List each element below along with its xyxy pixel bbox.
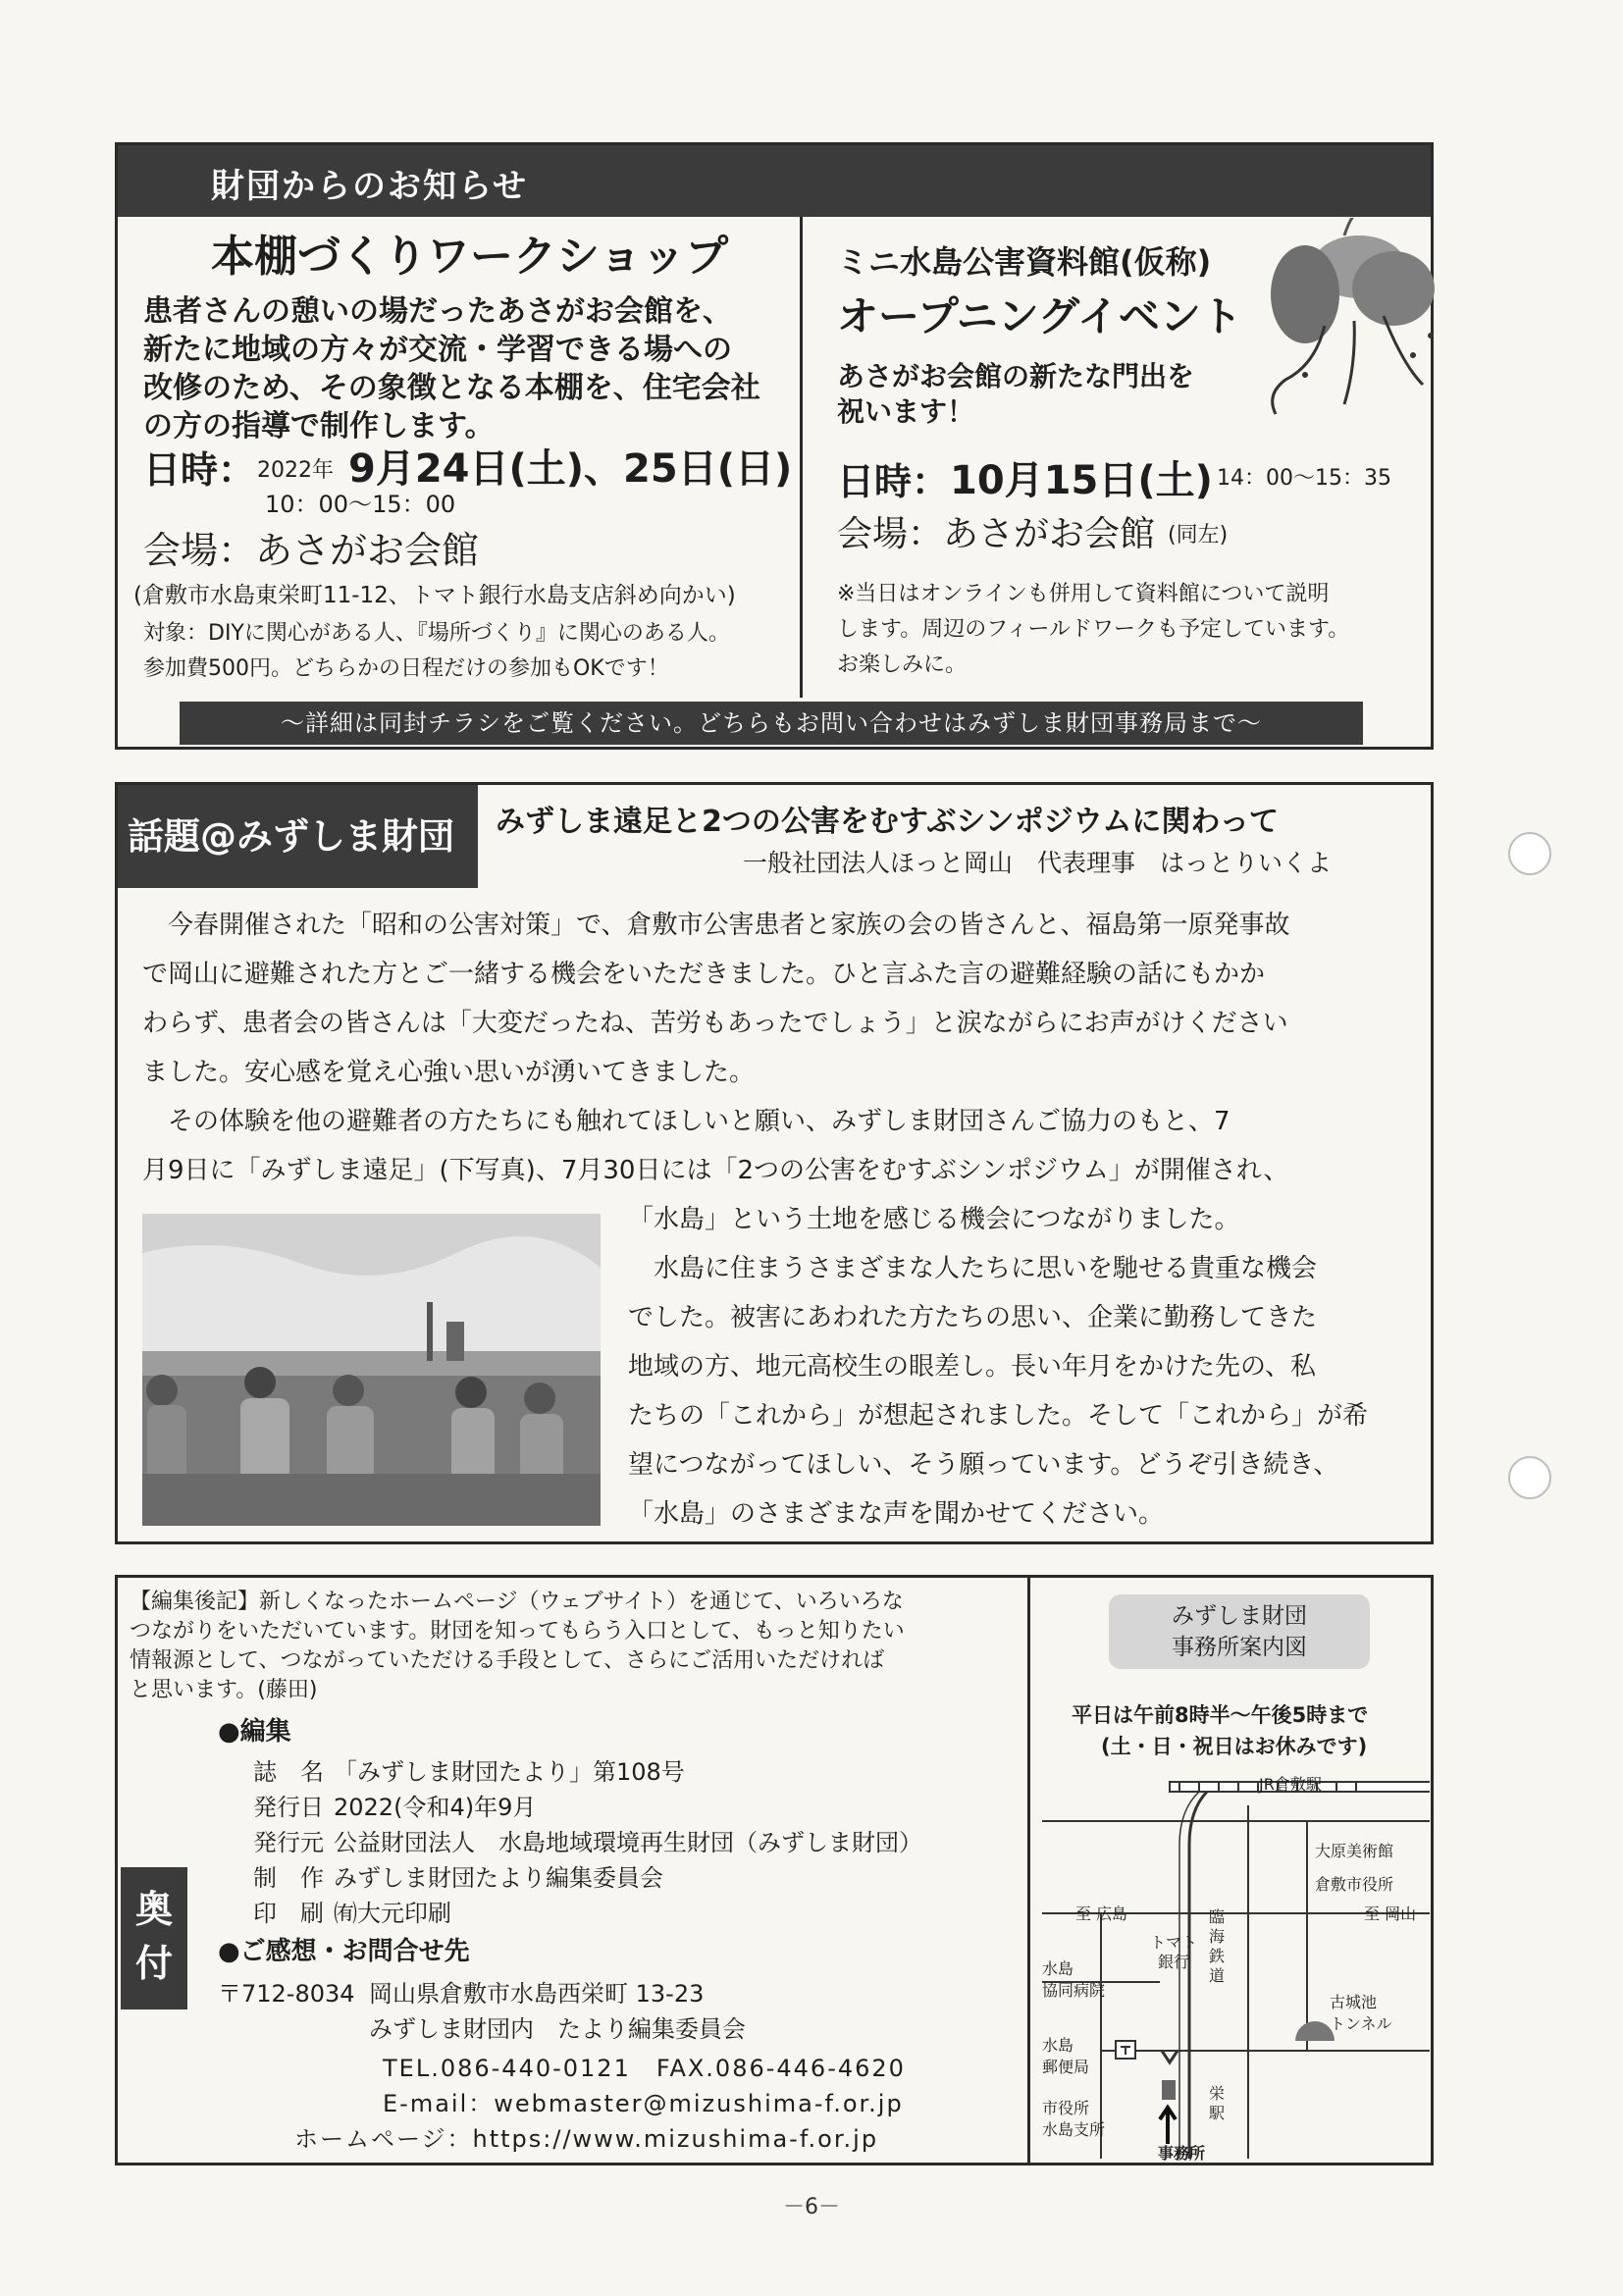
punch-hole-bottom [1508,1456,1551,1499]
map-cityhall: 倉敷市役所 [1315,1875,1394,1894]
event-venue: 会場：あさがお会館 [837,514,1156,554]
workshop-target: 対象：DIYに関心がある人、『場所づくり』に関心のある人。 [143,621,730,646]
workshop-fee: 参加費500円。どちらかの日程だけの参加もOKです！ [143,656,669,681]
notice-divider [800,217,803,698]
workshop-desc-2: 新たに地域の方々が交流・学習できる場への [143,333,732,367]
contact-heading: ●ご感想・お問合せ先 [218,1937,470,1966]
event-date: 10月15日(土) [950,458,1213,503]
map-station: JR倉敷駅 [1259,1775,1322,1794]
workshop-desc-4: の方の指導で制作します。 [143,409,495,444]
edit-value-2: 2022(令和4)年9月 [334,1794,537,1821]
topic-right-1: 「水島」という土地を感じる機会につながりました。 [628,1205,1240,1234]
workshop-title: 本棚づくりワークショップ [211,232,729,282]
contact-web: ホームページ：https://www.mizushima-f.or.jp [294,2125,879,2153]
map-office-label: 事務所 [1158,2144,1206,2163]
edit-value-5: ㈲大元印刷 [334,1900,451,1927]
topic-right-5: たちの「これから」が想起されました。そして「これから」が希 [628,1401,1369,1431]
event-note-2: します。周辺のフィールドワークも予定しています。 [837,617,1350,642]
workshop-venue: 会場：あさがお会館 [143,529,480,572]
colophon-divider [1027,1578,1030,2163]
map-hiroshima: 至 広島 [1075,1905,1128,1923]
map-tunnel: 古城池 トンネル [1330,1993,1392,2033]
office-hours: 平日は午前8時半～午後5時まで [1072,1703,1369,1727]
contact-address-2: みずしま財団内 たより編集委員会 [369,2015,746,2043]
afterword-3: 情報源として、つながっていただける手段として、さらにご活用いただければ [130,1648,885,1673]
afterword-1: 【編集後記】新しくなったホームページ（ウェブサイト）を通じて、いろいろな [130,1590,904,1614]
contact-postal: 〒712-8034 [218,1980,355,2008]
workshop-desc-3: 改修のため、その象徴となる本棚を、住宅会社 [143,371,760,405]
topic-line-1: 今春開催された「昭和の公害対策」で、倉敷市公害患者と家族の会の皆さんと、福島第一原発事故 [142,911,1290,940]
topic-title: みずしま遠足と2つの公害をむすぶシンポジウムに関わって [496,805,1280,839]
edit-label-2: 発行日 [253,1794,324,1821]
punch-hole-top [1508,832,1551,875]
map-branch: 市役所 水島支所 [1042,2099,1106,2139]
event-note-3: お楽しみに。 [837,652,968,677]
event-note-1: ※当日はオンラインも併用して資料館について説明 [837,582,1330,606]
map-hospital: 水島 協同病院 [1042,1959,1106,2000]
edit-label-5: 印 刷 [253,1900,324,1927]
edit-heading: ●編集 [218,1717,291,1747]
topic-line-5: その体験を他の避難者の方たちにも触れてほしいと願い、みずしま財団さんご協力のもと、7 [142,1107,1230,1136]
topic-right-4: 地域の方、地元高校生の眼差し。長い年月をかけた先の、私 [628,1352,1316,1382]
map-sakae: 栄 駅 [1209,2084,1226,2122]
topic-line-3: わらず、患者会の皆さんは「大変だったね、苦労もあったでしょう」と涙ながらにお声がけください [142,1009,1288,1038]
edit-label-1: 誌 名 [253,1758,324,1786]
notice-footer: ～詳細は同封チラシをご覧ください。どちらもお問い合わせはみずしま財団事務局まで～ [180,702,1363,745]
event-title-1: ミニ水島公害資料館(仮称) [837,243,1212,281]
workshop-desc-1: 患者さんの憩いの場だったあさがお会館を、 [143,294,732,329]
edit-label-3: 発行元 [253,1829,324,1856]
event-title-2: オープニングイベント [837,292,1242,340]
workshop-date: 9月24日(土)、25日(日) [348,446,793,492]
event-date-label: 日時： [837,460,950,503]
event-desc-1: あさがお会館の新たな門出を [837,360,1195,392]
event-venue-note: (同左) [1168,523,1229,548]
edit-value-3: 公益財団法人 水島地域環境再生財団（みずしま財団） [334,1829,922,1856]
workshop-date-year: 2022年 [257,458,334,483]
morning-glory-illustration [1266,218,1442,424]
page-number: －6－ [783,2195,840,2219]
edit-value-1: 「みずしま財団たより」第108号 [334,1758,685,1786]
contact-address-1: 岡山県倉敷市水島西栄町 13-23 [369,1980,705,2008]
topic-right-7: 「水島」のさまざまな声を聞かせてください。 [628,1499,1165,1529]
topic-line-6: 月9日に「みずしま遠足」(下写真)、7月30日には「2つの公害をむすぶシンポジウム」が開催され、 [142,1156,1289,1185]
contact-tel-fax: TEL.086-440-0121 FAX.086-446-4620 [383,2055,906,2082]
office-holidays: (土・日・祝日はお休みです) [1101,1735,1368,1758]
contact-email: E-mail：webmaster@mizushima-f.or.jp [383,2090,904,2117]
map-ohara: 大原美術館 [1315,1842,1394,1860]
map-post-office: 水島 郵便局 [1042,2036,1090,2076]
topic-right-2: 水島に住まうさまざまな人たちに思いを馳せる貴重な機会 [628,1254,1318,1283]
workshop-address: (倉敷市水島東栄町11-12、トマト銀行水島支店斜め向かい) [133,583,736,608]
okuzuke-tag: 奥 付 [121,1867,187,2009]
topic-tag: 話題@みずしま財団 [118,785,478,888]
edit-value-4: みずしま財団たより編集委員会 [334,1864,663,1892]
map-bank: トマト 銀行 [1150,1933,1198,1971]
topic-right-3: でした。被害にあわれた方たちの思い、企業に勤務してきた [628,1303,1318,1332]
workshop-time: 10：00～15：00 [265,491,456,518]
topic-line-2: で岡山に避難された方とご一緒する機会をいただきました。ひと言ふた言の避難経験の話にもかか [142,960,1266,989]
workshop-date-label: 日時： [143,448,256,492]
map-okayama: 至 岡山 [1364,1905,1417,1923]
afterword-4: と思います。(藤田) [130,1678,318,1702]
event-time: 14：00～15：35 [1217,466,1391,491]
map-title: みずしま財団 事務所案内図 [1109,1594,1370,1669]
excursion-photo [142,1214,601,1526]
map-rail: 臨 海 鉄 道 [1209,1907,1226,1985]
edit-label-4: 制 作 [253,1864,324,1892]
afterword-2: つながりをいただいています。財団を知ってもらう入口として、もっと知りたい [130,1619,905,1644]
notice-header: 財団からのお知らせ [118,145,1431,217]
topic-line-4: ました。安心感を覚え心強い思いが湧いてきました。 [142,1058,756,1087]
event-desc-2: 祝います！ [837,395,975,428]
topic-author: 一般社団法人ほっと岡山 代表理事 はっとりいくよ [743,849,1333,877]
topic-right-6: 望につながってほしい、そう願っています。どうぞ引き続き、 [628,1450,1339,1480]
